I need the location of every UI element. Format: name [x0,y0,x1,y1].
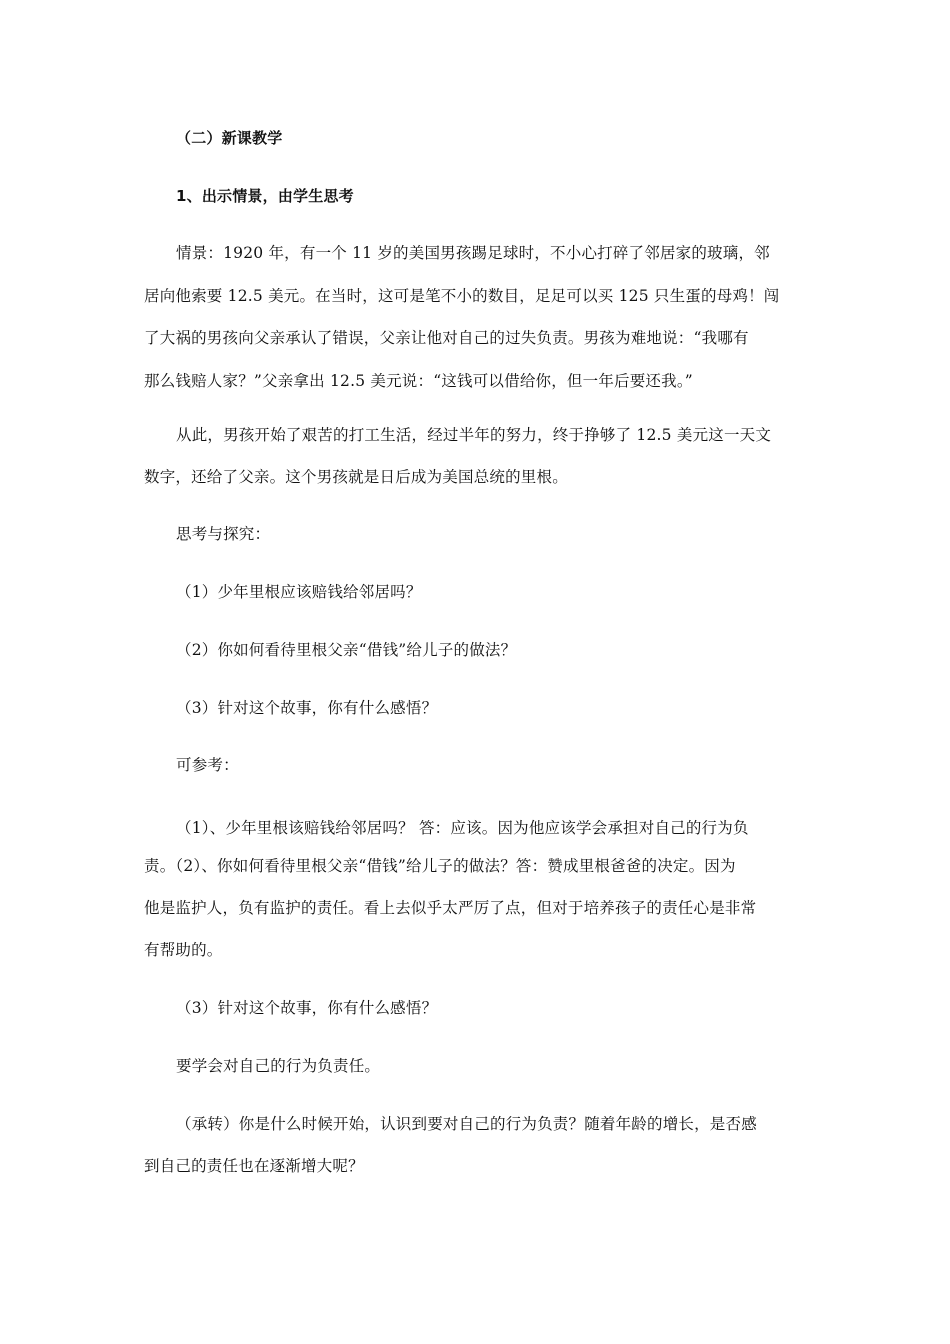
story-line: 从此，男孩开始了艰苦的打工生活，经过半年的努力，终于挣够了 12.5 美元这一天文 [176,426,772,444]
answer-line: （1）、少年里根该赔钱给邻居吗？ 答：应该。因为他应该学会承担对自己的行为负 [176,819,749,837]
question-item: （2）你如何看待里根父亲“借钱”给儿子的做法？ [176,641,517,659]
transition-line: （承转）你是什么时候开始，认识到要对自己的行为负责？随着年龄的增长，是否感 [176,1115,757,1133]
story-line: 数字，还给了父亲。这个男孩就是日后成为美国总统的里根。 [144,468,568,486]
subsection-title: 1、出示情景，由学生思考 [176,187,354,205]
question-item: （3）针对这个故事，你有什么感悟？ [176,999,438,1017]
think-label: 思考与探究： [176,525,271,543]
story-line: 居向他索要 12.5 美元。在当时，这可是笔不小的数目，足足可以买 125 只生蛋的母鸡！闯 [144,287,780,305]
story-line: 情景：1920 年，有一个 11 岁的美国男孩踢足球时，不小心打碎了邻居家的玻璃，邻 [176,244,770,262]
story-line: 了大祸的男孩向父亲承认了错误，父亲让他对自己的过失负责。男孩为难地说：“我哪有 [144,329,749,347]
question-item: （1）少年里根应该赔钱给邻居吗？ [176,583,422,601]
section-title: （二）新课教学 [176,129,283,147]
answer-line: 有帮助的。 [144,941,223,959]
story-line: 那么钱赔人家？”父亲拿出 12.5 美元说：“这钱可以借给你，但一年后要还我。” [144,372,693,390]
reference-label: 可参考： [176,756,239,774]
transition-line: 到自己的责任也在逐渐增大呢？ [144,1157,364,1175]
question-item: （3）针对这个故事，你有什么感悟？ [176,699,438,717]
answer-line: 他是监护人，负有监护的责任。看上去似乎太严厉了点，但对于培养孩子的责任心是非常 [144,899,757,917]
answer-line: 责。（2）、你如何看待里根父亲“借钱”给儿子的做法？答：赞成里根爸爸的决定。因为 [144,857,736,875]
answer-line: 要学会对自己的行为负责任。 [176,1057,381,1075]
